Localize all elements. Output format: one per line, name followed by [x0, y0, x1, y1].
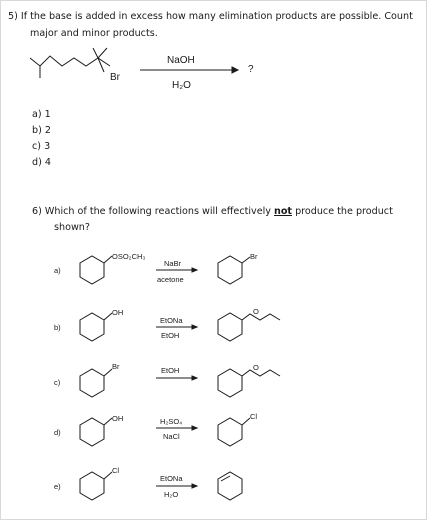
- q5-option-c[interactable]: c) 3: [32, 141, 51, 152]
- row-b-substituent: OH: [112, 308, 124, 317]
- row-a-reagent-top: NaBr: [164, 259, 182, 268]
- q6-prompt-line2: shown?: [54, 222, 90, 233]
- q5-option-b[interactable]: b) 2: [32, 125, 51, 136]
- row-d-arrow: [156, 426, 197, 430]
- row-e-label[interactable]: e): [54, 482, 61, 491]
- q5-product-unknown: ?: [248, 64, 254, 75]
- row-a-reagent-bottom: acetone: [157, 275, 184, 284]
- row-d-reactant-ring: [80, 418, 112, 446]
- q5-leaving-group: Br: [110, 72, 120, 83]
- q5-prompt-line1: 5) If the base is added in excess how many elimination products are possible. Count: [8, 11, 413, 22]
- row-b-product-ring: [218, 313, 280, 341]
- row-c-arrow: [156, 376, 197, 380]
- row-e-reactant-ring: [80, 472, 112, 500]
- row-e-reagent-bottom: H₂O: [164, 490, 179, 499]
- row-a-label[interactable]: a): [54, 266, 61, 275]
- row-c-reactant-ring: [80, 369, 112, 397]
- q5-reagent-top: NaOH: [167, 55, 195, 66]
- row-c-label[interactable]: c): [54, 378, 61, 387]
- row-d-substituent: OH: [112, 414, 124, 423]
- row-d-reagent-bottom: NaCl: [163, 432, 180, 441]
- row-c-reagent-top: EtOH: [161, 366, 180, 375]
- row-e-reagent-top: EtONa: [160, 474, 183, 483]
- row-a-arrow: [156, 268, 197, 272]
- row-a-substituent: OSO₂CH₃: [112, 252, 146, 261]
- row-e-product-ring: [218, 472, 242, 500]
- row-a-product-ring: [218, 256, 250, 284]
- q5-option-d[interactable]: d) 4: [32, 157, 51, 168]
- q6-prompt-part1: 6) Which of the following reactions will effectively: [32, 206, 274, 217]
- q5-option-a[interactable]: a) 1: [32, 109, 51, 120]
- row-d-reagent-top: H₂SO₄: [160, 417, 183, 426]
- q5-reagent-bottom: H₂O: [172, 80, 191, 91]
- row-a-reactant-ring: [80, 256, 112, 284]
- row-b-reagent-bottom: EtOH: [161, 331, 180, 340]
- row-d-label[interactable]: d): [54, 428, 61, 437]
- row-c-product-ring: [218, 369, 280, 397]
- q6-prompt-part2: produce the product: [292, 206, 393, 217]
- row-b-arrow: [156, 325, 197, 329]
- row-d-product-ring: [218, 418, 250, 446]
- row-c-product-substituent: O: [253, 363, 259, 372]
- row-b-product-substituent: O: [253, 307, 259, 316]
- row-c-substituent: Br: [112, 362, 120, 371]
- row-b-reactant-ring: [80, 313, 112, 341]
- row-b-reagent-top: EtONa: [160, 316, 183, 325]
- row-e-arrow: [156, 484, 197, 488]
- row-b-label[interactable]: b): [54, 323, 61, 332]
- q5-prompt-line2: major and minor products.: [30, 28, 158, 39]
- row-d-product-substituent: Cl: [250, 412, 258, 421]
- q6-prompt-emphasis: not: [274, 206, 293, 217]
- row-a-product-substituent: Br: [250, 252, 258, 261]
- row-e-substituent: Cl: [112, 466, 120, 475]
